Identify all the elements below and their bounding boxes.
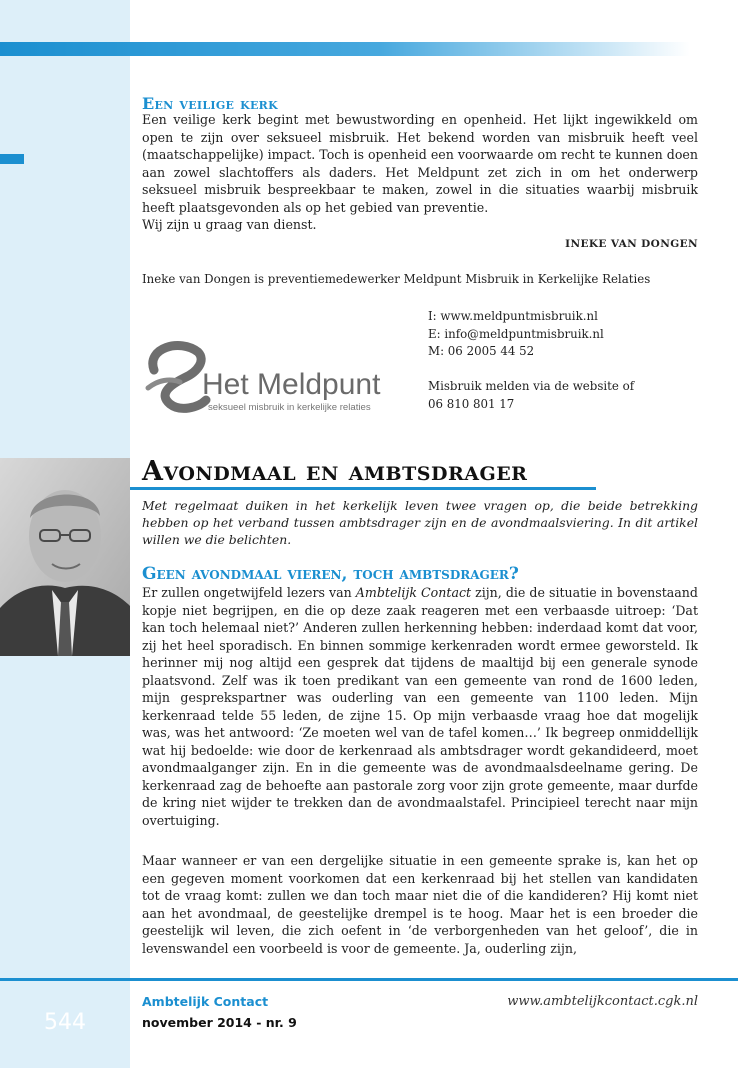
section-body-text: Een veilige kerk begint met bewustwording en openheid. Het lijkt ingewikkeld om open te zijn over seksueel misbruik. Het bekend worden van misbruik heeft veel (maatschappelijke) impact. Toch is openheid een voorwaarde om recht te kunnen doen aan zowel slachtoffers als daders. Het Meldpunt zet zich in om het onderwerp seksueel misbruik bespreekbaar te maken, zowel in die situaties waarbij misbruik heeft plaatsgevonden als op het gebied van preventie. [142, 112, 698, 215]
page-number: 544 [44, 1010, 86, 1035]
contact-website[interactable]: I: www.meldpuntmisbruik.nl [428, 309, 598, 323]
author-signature: INEKE VAN DONGEN [565, 238, 698, 250]
footer-publication [142, 994, 297, 1030]
contact-mobile: M: 06 2005 44 52 [428, 344, 535, 358]
footer-magazine-name: Ambtelijk Contact [142, 994, 269, 1009]
section-closing-text: Wij zijn u graag van dienst. [142, 217, 317, 232]
meldpunt-logo-graphic [140, 330, 402, 426]
article-intro: Met regelmaat duiken in het kerkelijk leven twee vragen op, die beide betrekking hebben op het verband tussen ambtsdrager zijn en de avondmaalsviering. In dit artikel willen we die belichten. [142, 498, 698, 547]
title-underline [130, 487, 596, 490]
article-title: Avondmaal en ambtsdrager [142, 456, 528, 487]
footer-issue: november 2014 - nr. 9 [142, 1015, 297, 1030]
footer-rule [0, 978, 738, 981]
contact-block [428, 308, 634, 413]
article-paragraph-1 [142, 584, 698, 829]
logo-tagline: seksueel misbruik in kerkelijke relaties [208, 402, 371, 413]
contact-spacer [428, 361, 634, 379]
article-paragraph-2: Maar wanneer er van een dergelijke situatie in een gemeente sprake is, kan het op een gegeven moment voorkomen dat een kerkenraad bij het stellen van kandidaten tot de vraag komt: zullen we dan toch maar niet die of die kandideren? Hij komt niet aan het avondmaal, de geestelijke drempel is te hoog. Maar het is een broeder die geestelijk wil leven, die zich oefent in ‘de verborgenheden van het geloof’, die in levenswandel een voorbeeld is voor de gemeente. Ja, ouderling zijn, [142, 853, 698, 956]
section-body-veilige-kerk [142, 111, 698, 234]
contact-email[interactable]: E: info@meldpuntmisbruik.nl [428, 326, 604, 341]
magazine-name-inline: Ambtelijk Contact [355, 585, 472, 600]
contact-report-line-1: Misbruik melden via de website of [428, 379, 635, 393]
author-bio: Ineke van Dongen is preventiemedewerker Meldpunt Misbruik in Kerkelijke Relaties [142, 272, 651, 286]
contact-report-line-2: 06 810 801 17 [428, 396, 515, 411]
paragraph-1-start: Er zullen ongetwijfeld lezers van [142, 585, 356, 600]
article-subheading: Geen avondmaal vieren, toch ambtsdrager? [142, 564, 519, 584]
side-marker [0, 154, 24, 164]
logo-wordmark: Het Meldpunt [202, 368, 381, 401]
meldpunt-logo [140, 330, 402, 426]
portrait-image [0, 458, 130, 656]
paragraph-1-rest: zijn, die de situatie in bovenstaand kopje niet begrijpen, en die op deze zaak reageren met een verbaasde uitroep: ‘Dat kan toch helemaal niet?’ Anderen zullen herkenning hebben: inderdaad komt dat voor, zij het heel sporadisch. En binnen sommige kerkenraden wordt ermee geworsteld. Ik herinner mij nog altijd een gesprek dat tijdens de maaltijd bij een generale synode plaatsvond. Zelf was ik toen predikant van een gemeente van rond de 1600 leden, mijn gesprekspartner was ouderling van een gemeente van 1100 leden. Mijn kerkenraad telde 55 leden, de zijne 15. Op mijn verbaasde vraag hoe dat mogelijk was, was het antwoord: ‘Ze moeten wel van de tafel komen…’ Ik begreep onmiddellijk wat hij bedoelde: wie door de kerkenraad als ambtsdrager wordt gekandideerd, moet avondmaalganger zijn. En in die gemeente was de avondmaalsdeelname gering. De kerkenraad zag de behoefte aan pastorale zorg voor zijn grote gemeente, maar durfde de kring niet wijder te trekken dan de avondmaalstafel. Principieel terecht naar mijn overtuiging. [142, 585, 698, 828]
author-photo [0, 458, 130, 656]
header-gradient-bar [0, 42, 690, 56]
section-heading-veilige-kerk: Een veilige kerk [142, 94, 278, 113]
footer-url[interactable]: www.ambtelijkcontact.cgk.nl [507, 994, 698, 1009]
